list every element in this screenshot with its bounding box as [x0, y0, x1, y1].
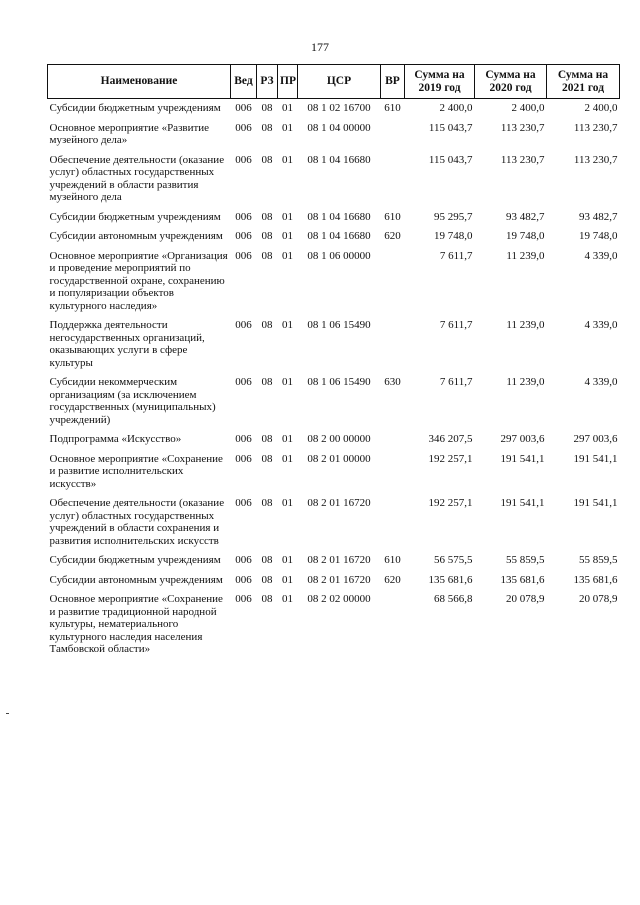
header-sum-2019: Сумма на 2019 год	[405, 65, 475, 99]
row-csr: 08 2 01 16720	[307, 573, 371, 586]
row-sum-2019: 7 611,7	[439, 249, 473, 262]
budget-table	[47, 64, 620, 660]
table-row	[48, 373, 620, 430]
row-rz: 08	[261, 433, 273, 445]
row-name: Обеспечение деятельности (оказание услуг) областных государственных учреждений в области развития музейного дела	[49, 153, 225, 203]
row-rz: 08	[261, 230, 273, 242]
row-rz: 08	[261, 452, 273, 465]
row-pr: 01	[282, 210, 293, 223]
row-sum-2020: 11 239,0	[506, 319, 545, 331]
row-sum-2019: 7 611,7	[439, 319, 473, 331]
row-name: Основное мероприятие «Организация и проведение мероприятий по государственной охране, сохранению и популяризации объектов культурного наследия»	[49, 249, 228, 312]
row-ved: 006	[235, 497, 252, 509]
row-sum-2020: 297 003,6	[500, 433, 545, 445]
row-rz: 08	[261, 497, 273, 509]
header-row	[48, 65, 620, 99]
table-header	[48, 65, 620, 99]
row-sum-2020: 113 230,7	[500, 153, 545, 166]
row-sum-2019: 19 748,0	[434, 230, 473, 242]
row-pr: 01	[282, 376, 293, 388]
row-name: Субсидии бюджетным учреждениям	[49, 554, 221, 566]
row-name: Основное мероприятие «Развитие музейного дела»	[49, 121, 210, 146]
row-csr: 08 2 01 16720	[307, 497, 371, 509]
row-pr: 01	[282, 121, 293, 134]
table-row	[48, 494, 620, 551]
row-vr: 620	[384, 573, 401, 586]
row-ved: 006	[235, 230, 252, 242]
row-csr: 08 1 06 15490	[307, 319, 371, 331]
table-row	[48, 227, 620, 247]
row-sum-2021: 19 748,0	[579, 230, 618, 242]
row-sum-2021: 191 541,1	[573, 497, 618, 509]
table-row	[48, 571, 620, 591]
table-row	[48, 99, 620, 119]
row-sum-2021: 20 078,9	[579, 593, 618, 605]
header-csr: ЦСР	[298, 65, 381, 99]
row-pr: 01	[282, 554, 293, 566]
row-sum-2019: 7 611,7	[439, 376, 473, 388]
table-row	[48, 119, 620, 151]
row-sum-2021: 113 230,7	[573, 153, 618, 166]
row-sum-2019: 192 257,1	[428, 452, 473, 465]
row-sum-2021: 55 859,5	[579, 554, 618, 566]
table-row	[48, 450, 620, 495]
header-pr: ПР	[278, 65, 298, 99]
row-ved: 006	[235, 452, 252, 465]
table-row	[48, 430, 620, 450]
row-pr: 01	[282, 573, 293, 586]
row-sum-2020: 191 541,1	[500, 452, 545, 465]
table-row	[48, 316, 620, 373]
row-ved: 006	[235, 319, 252, 331]
row-ved: 006	[235, 593, 252, 605]
row-sum-2020: 55 859,5	[506, 554, 545, 566]
row-ved: 006	[235, 249, 252, 262]
header-name: Наименование	[48, 65, 231, 99]
row-name: Субсидии бюджетным учреждениям	[49, 210, 221, 223]
row-pr: 01	[282, 452, 293, 465]
row-rz: 08	[261, 121, 273, 134]
row-pr: 01	[282, 319, 293, 331]
row-sum-2021: 297 003,6	[573, 433, 618, 445]
row-sum-2021: 4 339,0	[584, 319, 618, 331]
table-row	[48, 551, 620, 571]
row-pr: 01	[282, 153, 293, 166]
row-sum-2019: 115 043,7	[428, 121, 473, 134]
row-csr: 08 1 04 00000	[307, 121, 371, 134]
row-vr	[381, 247, 405, 317]
row-sum-2021: 113 230,7	[573, 121, 618, 134]
row-vr	[381, 430, 405, 450]
row-pr: 01	[282, 230, 293, 242]
row-vr	[381, 316, 405, 373]
row-sum-2020: 19 748,0	[506, 230, 545, 242]
row-csr: 08 1 04 16680	[307, 153, 371, 166]
row-sum-2021: 135 681,6	[573, 573, 618, 586]
row-sum-2020: 191 541,1	[500, 497, 545, 509]
row-csr: 08 2 00 00000	[307, 433, 371, 445]
row-pr: 01	[282, 593, 293, 605]
row-vr	[381, 590, 405, 660]
row-ved: 006	[235, 554, 252, 566]
row-vr: 630	[384, 376, 401, 388]
table-row	[48, 151, 620, 208]
row-pr: 01	[282, 249, 293, 262]
row-rz: 08	[261, 593, 273, 605]
row-vr: 620	[384, 230, 401, 242]
row-ved: 006	[235, 121, 252, 134]
row-rz: 08	[261, 102, 273, 114]
row-csr: 08 2 01 16720	[307, 554, 371, 566]
row-name: Подпрограмма «Искусство»	[49, 433, 182, 445]
table-row	[48, 208, 620, 228]
row-csr: 08 1 06 15490	[307, 376, 371, 388]
row-ved: 006	[235, 376, 252, 388]
row-sum-2019: 135 681,6	[428, 573, 473, 586]
row-sum-2021: 4 339,0	[584, 249, 618, 262]
table-row	[48, 247, 620, 317]
row-sum-2021: 191 541,1	[573, 452, 618, 465]
row-sum-2021: 2 400,0	[584, 102, 618, 114]
row-sum-2020: 20 078,9	[506, 593, 545, 605]
row-vr: 610	[384, 210, 401, 223]
row-sum-2020: 135 681,6	[500, 573, 545, 586]
row-csr: 08 1 04 16680	[307, 230, 371, 242]
row-csr: 08 2 02 00000	[307, 593, 371, 605]
row-name: Субсидии автономным учреждениям	[49, 230, 223, 242]
row-sum-2020: 11 239,0	[506, 249, 545, 262]
row-sum-2019: 95 295,7	[434, 210, 473, 223]
header-rz: РЗ	[257, 65, 278, 99]
row-vr: 610	[384, 102, 401, 114]
row-rz: 08	[261, 554, 273, 566]
row-rz: 08	[261, 153, 273, 166]
row-sum-2019: 192 257,1	[428, 497, 473, 509]
row-sum-2021: 4 339,0	[584, 376, 618, 388]
row-rz: 08	[261, 319, 273, 331]
row-sum-2019: 2 400,0	[439, 102, 473, 114]
row-sum-2020: 113 230,7	[500, 121, 545, 134]
row-name: Обеспечение деятельности (оказание услуг) областных государственных учреждений в области сохранения и развития исполнительских искусств	[49, 497, 225, 547]
row-csr: 08 1 02 16700	[307, 102, 371, 114]
row-vr	[381, 450, 405, 495]
row-csr: 08 2 01 00000	[307, 452, 371, 465]
row-csr: 08 1 04 16680	[307, 210, 371, 223]
row-rz: 08	[261, 210, 273, 223]
table-body	[48, 99, 620, 660]
header-sum-2020: Сумма на 2020 год	[475, 65, 547, 99]
row-rz: 08	[261, 249, 273, 262]
row-sum-2019: 56 575,5	[434, 554, 473, 566]
row-sum-2019: 115 043,7	[428, 153, 473, 166]
header-ved: Вед	[231, 65, 257, 99]
row-name: Основное мероприятие «Сохранение и развитие традиционной народной культуры, нематериального культурного наследия населения Тамбовской области»	[49, 593, 223, 655]
row-ved: 006	[235, 153, 252, 166]
row-csr: 08 1 06 00000	[307, 249, 371, 262]
row-sum-2021: 93 482,7	[579, 210, 618, 223]
table-row	[48, 590, 620, 660]
header-sum-2021: Сумма на 2021 год	[547, 65, 620, 99]
page-number: 177	[311, 40, 329, 54]
row-pr: 01	[282, 102, 293, 114]
row-rz: 08	[261, 376, 273, 388]
row-ved: 006	[235, 573, 252, 586]
row-sum-2020: 93 482,7	[506, 210, 545, 223]
row-vr	[381, 494, 405, 551]
row-sum-2019: 68 566,8	[434, 593, 473, 605]
row-pr: 01	[282, 433, 293, 445]
row-ved: 006	[235, 210, 252, 223]
row-sum-2020: 11 239,0	[506, 376, 545, 388]
header-vr: ВР	[381, 65, 405, 99]
row-vr	[381, 119, 405, 151]
row-name: Поддержка деятельности негосударственных организаций, оказывающих услуги в сфере культуры	[49, 319, 205, 369]
row-name: Субсидии бюджетным учреждениям	[49, 102, 221, 114]
row-name: Субсидии некоммерческим организациям (за исключением государственных (муниципальных) учреждений)	[49, 376, 216, 426]
row-pr: 01	[282, 497, 293, 509]
row-rz: 08	[261, 573, 273, 586]
row-vr: 610	[384, 554, 401, 566]
row-name: Основное мероприятие «Сохранение и развитие исполнительских искусств»	[49, 452, 223, 490]
row-name: Субсидии автономным учреждениям	[49, 573, 223, 586]
row-sum-2020: 2 400,0	[511, 102, 545, 114]
row-sum-2019: 346 207,5	[428, 433, 473, 445]
margin-mark	[6, 713, 9, 714]
row-ved: 006	[235, 433, 252, 445]
row-ved: 006	[235, 102, 252, 114]
row-vr	[381, 151, 405, 208]
